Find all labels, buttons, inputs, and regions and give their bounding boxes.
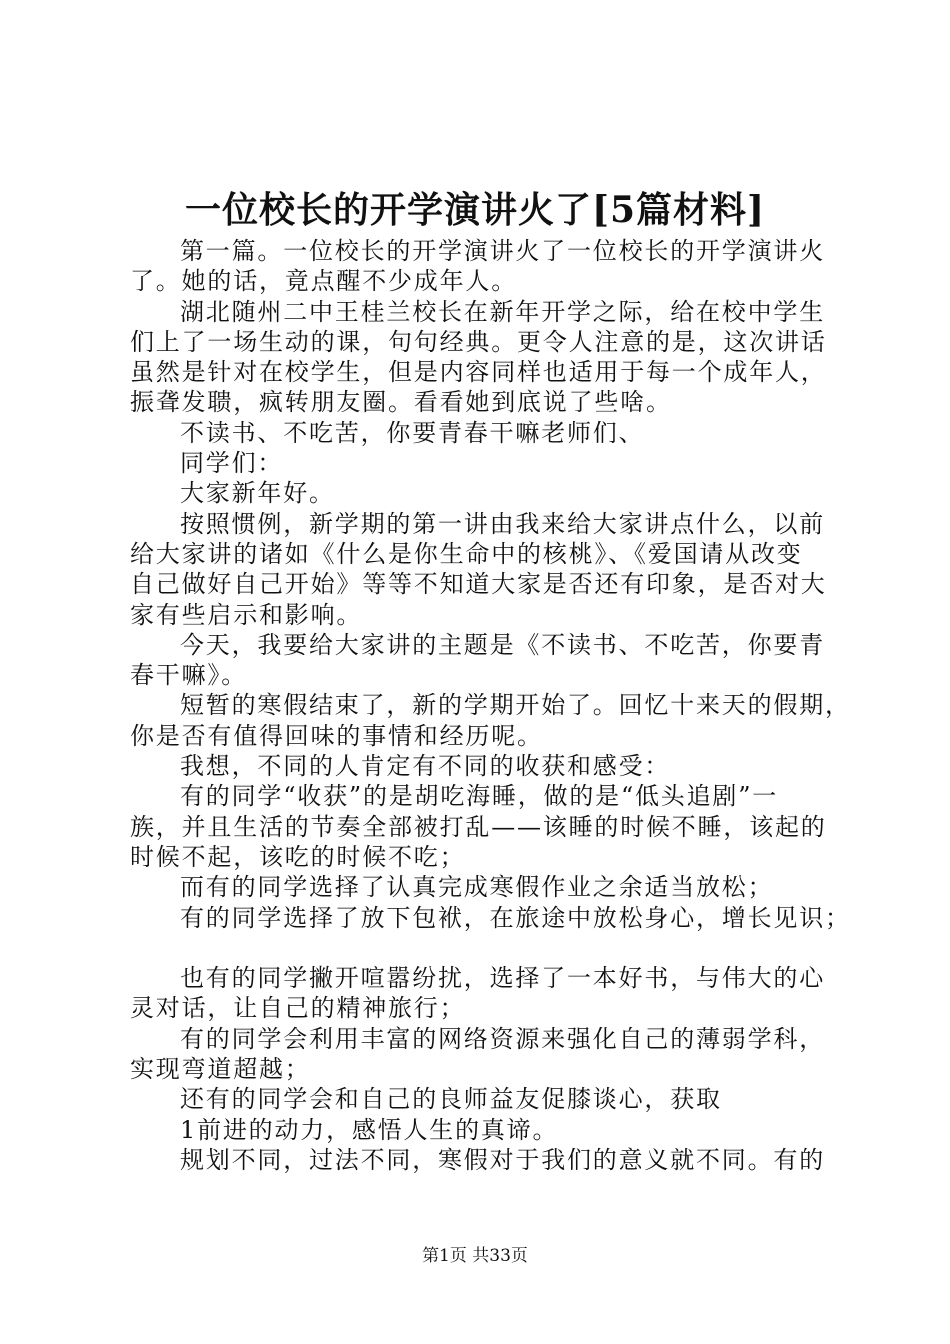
- text-line: 有的同学选择了放下包袱，在旅途中放松身心，增长见识；: [180, 903, 851, 932]
- text-line: 大家新年好。: [180, 479, 335, 508]
- text-line: 虽然是针对在校学生，但是内容同样也适用于每一个成年人，: [130, 358, 827, 387]
- text-line: 1前进的动力，感悟人生的真谛。: [180, 1115, 559, 1144]
- text-line: 湖北随州二中王桂兰校长在新年开学之际，给在校中学生: [180, 297, 825, 326]
- text-line: 时候不起，该吃的时候不吃；: [130, 842, 466, 871]
- paragraph-gap: [130, 933, 870, 963]
- document-body: [130, 236, 870, 1175]
- text-line: 不读书、不吃苦，你要青春干嘛老师们、: [180, 418, 645, 447]
- text-line: 有的同学会利用丰富的网络资源来强化自己的薄弱学科，: [180, 1024, 825, 1053]
- text-line: 你是否有值得回味的事情和经历呢。: [130, 721, 543, 750]
- text-line: 家有些启示和影响。: [130, 600, 363, 629]
- text-line: 我想，不同的人肯定有不同的收获和感受：: [180, 752, 671, 781]
- text-line: 春干嘛》。: [130, 661, 247, 690]
- text-line: 给大家讲的诸如《什么是你生命中的核桃》、《爱国请从改变: [130, 539, 803, 568]
- text-line: 灵对话，让自己的精神旅行；: [130, 994, 466, 1023]
- text-line: 族，并且生活的节奏全部被打乱——该睡的时候不睡，该起的: [130, 812, 827, 841]
- text-line: 还有的同学会和自己的良师益友促膝谈心，获取: [180, 1085, 722, 1114]
- text-line: 按照惯例，新学期的第一讲由我来给大家讲点什么，以前: [180, 509, 825, 538]
- text-line: 自己做好自己开始》等等不知道大家是否还有印象，是否对大: [130, 570, 827, 599]
- document-title: 一位校长的开学演讲火了[5篇材料]: [184, 189, 766, 231]
- text-line: 同学们：: [180, 449, 284, 478]
- text-line: 有的同学“收获”的是胡吃海睡，做的是“低头追剧”一: [180, 782, 779, 811]
- text-line: 实现弯道超越；: [130, 1055, 311, 1084]
- text-line: 今天，我要给大家讲的主题是《不读书、不吃苦，你要青: [180, 630, 825, 659]
- text-line: 了。她的话，竟点醒不少成年人。: [130, 267, 517, 296]
- text-line: 也有的同学撇开喧嚣纷扰，选择了一本好书，与伟大的心: [180, 964, 825, 993]
- text-line: 规划不同，过法不同，寒假对于我们的意义就不同。有的: [180, 1145, 825, 1174]
- text-line: 们上了一场生动的课，句句经典。更令人注意的是，这次讲话: [130, 327, 827, 356]
- text-line: 振聋发聩，疯转朋友圈。看看她到底说了些啥。: [130, 388, 672, 417]
- text-line: 第一篇。一位校长的开学演讲火了一位校长的开学演讲火: [180, 237, 825, 265]
- text-line: 而有的同学选择了认真完成寒假作业之余适当放松；: [180, 873, 774, 902]
- page-number: 第1页 共33页: [422, 1246, 528, 1266]
- text-line: 短暂的寒假结束了，新的学期开始了。回忆十来天的假期，: [180, 691, 851, 720]
